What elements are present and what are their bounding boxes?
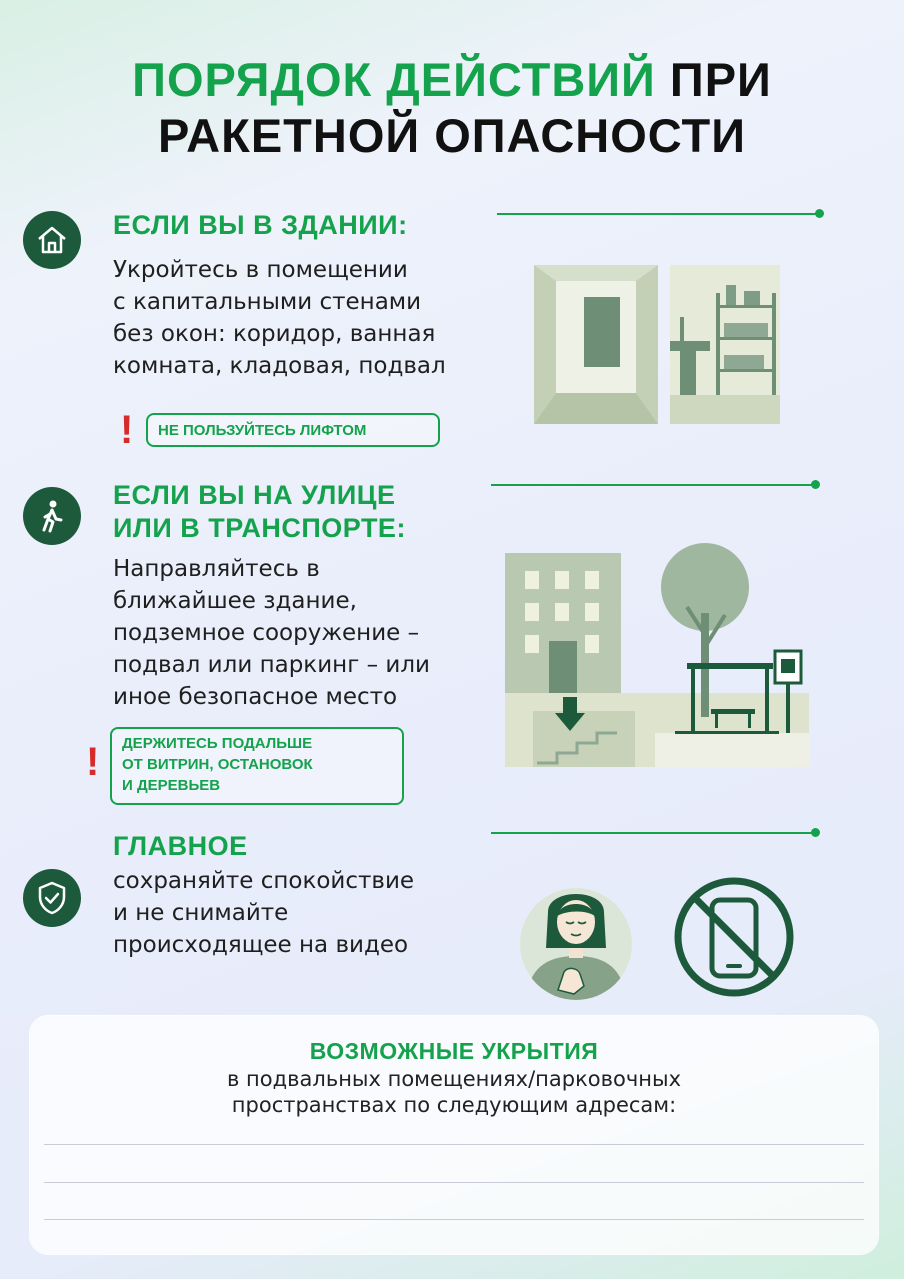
street-text: Направляйтесь в ближайшее здание, подземное сооружение – подвал или паркинг – или иное безопасное место	[113, 556, 430, 710]
street-heading: ЕСЛИ ВЫ НА УЛИЦЕ ИЛИ В ТРАНСПОРТЕ:	[113, 480, 406, 543]
divider	[491, 832, 816, 834]
shelters-subtitle: в подвальных помещениях/парковочных пространствах по следующим адресам:	[227, 1067, 681, 1117]
shield-check-icon	[23, 869, 81, 927]
title-line2: РАКЕТНОЙ ОПАСНОСТИ	[157, 109, 747, 162]
divider	[497, 213, 820, 215]
main-text: сохраняйте спокойствие и не снимайте происходящее на видео	[113, 868, 415, 958]
warning-icon: !	[86, 740, 100, 784]
street-illustration	[505, 543, 809, 767]
divider	[491, 484, 816, 486]
address-line[interactable]	[44, 1182, 864, 1183]
corridor-bathroom-illustration	[534, 265, 780, 424]
title-black: ПРИ	[669, 53, 772, 106]
title-green: ПОРЯДОК ДЕЙСТВИЙ	[132, 53, 656, 106]
main-heading: ГЛАВНОЕ	[113, 831, 248, 861]
building-heading: ЕСЛИ ВЫ В ЗДАНИИ:	[113, 210, 408, 240]
walking-person-icon	[23, 487, 81, 545]
keep-away-warning: ДЕРЖИТЕСЬ ПОДАЛЬШЕ ОТ ВИТРИН, ОСТАНОВОК И ДЕРЕВЬЕВ	[110, 727, 404, 805]
building-text: Укройтесь в помещении с капитальными стенами без окон: коридор, ванная комната, кладовая, подвал	[113, 257, 446, 379]
shelters-card	[30, 1016, 878, 1254]
address-line[interactable]	[44, 1144, 864, 1145]
calm-person-illustration	[518, 872, 634, 1002]
no-phone-icon	[673, 876, 795, 998]
shelters-title: ВОЗМОЖНЫЕ УКРЫТИЯ	[309, 1038, 599, 1064]
house-icon	[23, 211, 81, 269]
elevator-warning: НЕ ПОЛЬЗУЙТЕСЬ ЛИФТОМ	[146, 413, 440, 447]
warning-icon: !	[120, 408, 134, 452]
page-title	[0, 52, 904, 164]
address-line[interactable]	[44, 1219, 864, 1220]
